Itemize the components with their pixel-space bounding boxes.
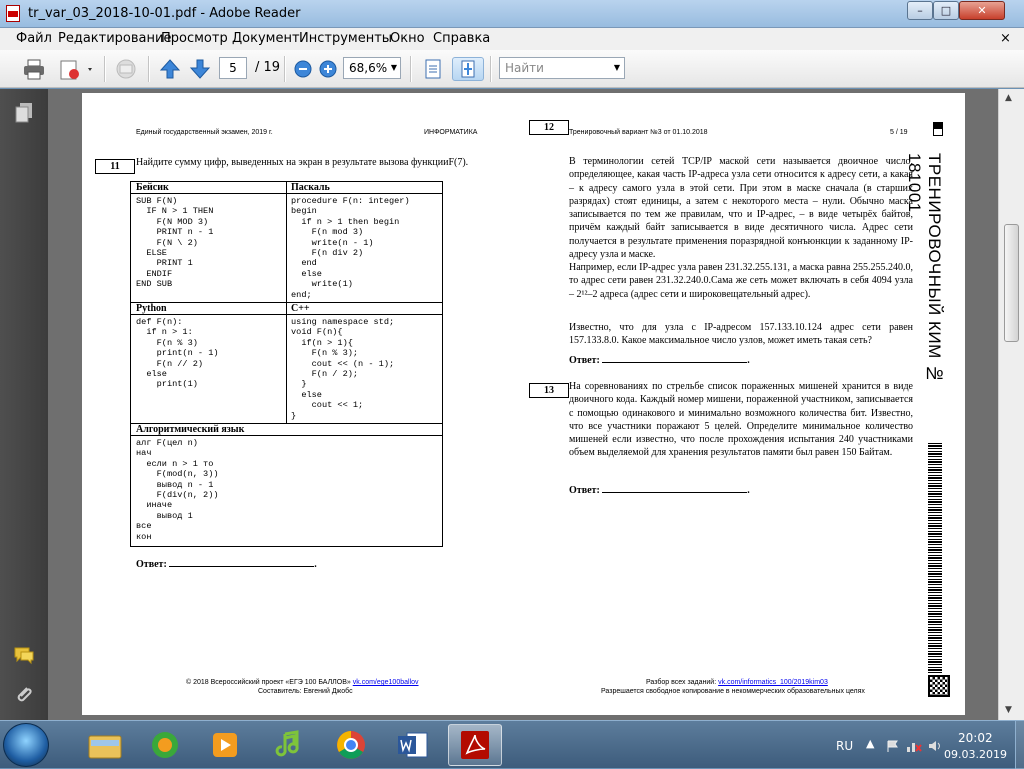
footer-left-line1 — [186, 679, 419, 686]
question-12-paragraph-3: Известно, что для узла с IP-адресом 157.133.10.124 адрес сети равен 157.133.8.0. Какое максимальное число узлов, может иметь такая сеть? — [569, 322, 913, 347]
vertical-scrollbar[interactable] — [998, 89, 1024, 720]
previous-page-button[interactable] — [156, 57, 184, 81]
footer-copyright: © 2018 Всероссийский проект «ЕГЭ 100 БАЛЛОВ» — [186, 679, 351, 686]
answer-line — [169, 566, 314, 567]
menu-file[interactable]: Файл — [16, 31, 52, 46]
left-header-subject: ИНФОРМАТИКА — [424, 129, 478, 136]
question-12-paragraph-2: Например, если IP-адрес узла равен 231.32.255.131, а маска равна 255.255.240.0, то адрес сети равен 231.32.240.0.Сама же сеть может включать в себя 4094 узла – 2¹²–2 адреса (адрес сети и широковещательный адрес). — [569, 262, 913, 300]
footer-analysis-label: Разбор всех заданий: — [646, 679, 717, 686]
taskbar-explorer[interactable] — [78, 724, 132, 766]
footer-author: Составитель: Евгений Джобс — [258, 688, 353, 695]
music-note-icon — [271, 730, 307, 760]
chrome-icon — [333, 729, 369, 761]
answer-label: Ответ: — [136, 559, 167, 570]
menu-view[interactable]: Просмотр — [161, 31, 228, 46]
folder-icon — [87, 730, 123, 760]
media-player-icon — [207, 730, 243, 760]
question-12-paragraph-1: В терминологии сетей TCP/IP маской сети называется двоичное число, определяющее, какая часть IP-адреса узла сети относится к адресу сети, а какая – к адресу самого узла в этой сети. При этом в маске сначала (в старших разрядах) стоят единицы, а затем с некоторого места – нули. Обычно маска записывается по тем же правилам, что и IP-адрес, – в виде четырёх байтов, причём каждый байт записывается в виде десятичного числа. Адрес сети получается в результате применения поразрядной конъюнкции к заданному IP-адресу узла и маске. — [569, 156, 913, 261]
flag-icon[interactable] — [886, 739, 900, 753]
qr-code — [928, 675, 950, 697]
collaborate-icon — [114, 58, 138, 80]
arrow-up-icon — [159, 58, 181, 80]
arrow-down-icon — [189, 58, 211, 80]
basic-code: SUB F(N) IF N > 1 THEN F(N MOD 3) PRINT n - 1 F(N \ 2) ELSE PRINT 1 ENDIF END SUB — [136, 196, 214, 290]
menu-document[interactable]: Документ — [232, 31, 300, 46]
right-header: Тренировочный вариант №3 от 01.10.2018 — [569, 129, 708, 136]
menu-tools[interactable]: Инструменты — [299, 31, 393, 46]
taskbar-word[interactable] — [386, 724, 440, 766]
tray-expand-icon[interactable]: ▲ — [866, 737, 875, 750]
question-13-number: 13 — [529, 383, 569, 398]
comment-bubble-icon — [13, 645, 35, 665]
answer-label: Ответ: — [569, 485, 600, 496]
comments-panel-button[interactable] — [12, 643, 36, 667]
adobe-reader-icon — [457, 729, 493, 761]
footer-right-line1 — [646, 679, 828, 686]
question-13-answer: Ответ: . — [569, 485, 750, 496]
cpp-code: using namespace std; void F(n){ if(n > 1){ F(n % 3); cout << (n - 1); F(n / 2); } else cout << 1; } — [291, 317, 395, 421]
question-12-answer: Ответ: . — [569, 355, 750, 366]
printer-icon — [22, 58, 46, 80]
python-code: def F(n): if n > 1: F(n % 3) print(n - 1) F(n // 2) else print(1) — [136, 317, 219, 390]
close-window-button[interactable]: ✕ — [959, 1, 1005, 20]
chevron-down-icon[interactable]: ▼ — [613, 63, 620, 72]
attachments-panel-button[interactable] — [12, 683, 36, 707]
question-11-answer: Ответ: . — [136, 559, 317, 570]
clock-date[interactable]: 09.03.2019 — [944, 748, 1007, 761]
zoom-select[interactable] — [343, 57, 401, 79]
taskbar-chrome[interactable] — [324, 724, 378, 766]
find-input[interactable] — [499, 57, 625, 79]
question-13-text: На соревнованиях по стрельбе список пораженных мишеней хранится в виде двоичного кода. Каждый номер мишени, пораженной участником, записывается с помощью одинакового и минимально возможного количества бит. Известно, что все участники поражают 5 целей. Определите минимальное количество мишеней если известно, что после прохождения испытания 240 участниками объем выделяемой для хранения результатов памяти был равен 150 Байтам. — [569, 381, 913, 459]
scrollbar-thumb[interactable] — [1004, 224, 1019, 342]
network-icon[interactable] — [906, 739, 922, 753]
word-icon — [395, 730, 431, 760]
pascal-header: Паскаль — [291, 182, 330, 193]
footer-copy-permission: Разрешается свободное копирование в некоммерческих образовательных целях — [601, 688, 865, 695]
zoom-in-button[interactable] — [317, 57, 339, 81]
show-desktop-button[interactable] — [1015, 721, 1024, 769]
scroll-mode-button[interactable] — [419, 57, 447, 81]
page-total: / 19 — [255, 60, 281, 75]
navigation-panel — [0, 89, 48, 720]
footer-left-link[interactable]: vk.com/ege100ballov — [352, 679, 419, 686]
code-table — [130, 181, 443, 547]
pdf-page — [82, 93, 965, 715]
menu-window[interactable]: Окно — [390, 31, 425, 46]
share-button[interactable] — [56, 57, 96, 81]
pdf-share-icon — [58, 58, 94, 80]
find-placeholder: Найти — [505, 61, 544, 75]
volume-icon[interactable] — [928, 739, 944, 753]
zoom-out-button[interactable] — [292, 57, 314, 81]
answer-label: Ответ: — [569, 355, 600, 366]
toolbar — [0, 50, 1024, 88]
fit-page-button[interactable] — [452, 57, 484, 81]
taskbar-music-app[interactable] — [262, 724, 316, 766]
language-indicator[interactable]: RU — [836, 739, 854, 753]
barcode — [928, 443, 942, 685]
answer-line — [602, 362, 747, 363]
pages-icon — [14, 102, 34, 124]
paperclip-icon — [14, 684, 34, 706]
menu-bar — [0, 28, 1024, 50]
question-11-text: Найдите сумму цифр, выведенных на экран в результате вызова функцииF(7). — [136, 157, 469, 168]
scrolling-pages-icon — [422, 58, 444, 80]
zoom-out-icon — [294, 60, 312, 78]
page-number-input[interactable]: 5 — [219, 57, 247, 79]
scroll-down-arrow[interactable]: ▼ — [1005, 705, 1012, 715]
next-page-button[interactable] — [186, 57, 214, 81]
vertical-title: ТРЕНИРОВОЧНЫЙ КИМ № 181001 — [905, 153, 944, 384]
chevron-down-icon: ▼ — [390, 63, 397, 72]
scroll-up-arrow[interactable]: ▲ — [1005, 93, 1012, 103]
menu-edit[interactable]: Редактирование — [58, 31, 172, 46]
answer-line — [602, 492, 747, 493]
corner-marker — [933, 122, 943, 136]
right-header-page: 5 / 19 — [890, 129, 908, 136]
python-header: Python — [136, 303, 167, 314]
question-11-number: 11 — [95, 159, 135, 174]
page-number-box: 12 — [529, 120, 569, 135]
taskbar-media-center[interactable] — [138, 724, 192, 766]
menu-help[interactable]: Справка — [433, 31, 491, 46]
taskbar — [0, 720, 1024, 768]
taskbar-media-player[interactable] — [198, 724, 252, 766]
adobe-reader-icon — [6, 5, 20, 22]
close-document-icon[interactable]: × — [1000, 31, 1011, 46]
zoom-value: 68,6% — [349, 61, 388, 75]
basic-header: Бейсик — [136, 182, 169, 193]
cpp-header: C++ — [291, 303, 310, 314]
zoom-in-icon — [319, 60, 337, 78]
taskbar-adobe-reader[interactable] — [448, 724, 502, 766]
algo-header: Алгоритмический язык — [136, 424, 245, 435]
maximize-button[interactable]: □ — [933, 1, 959, 20]
window-title: tr_var_03_2018-10-01.pdf - Adobe Reader — [28, 6, 301, 21]
media-center-icon — [147, 730, 183, 760]
minimize-button[interactable]: – — [907, 1, 933, 20]
title-bar — [0, 0, 1024, 28]
clock-time[interactable]: 20:02 — [958, 731, 993, 745]
left-header: Единый государственный экзамен, 2019 г. — [136, 129, 273, 136]
algo-code: алг F(цел n) нач если n > 1 то F(mod(n, 3)) вывод n - 1 F(div(n, 2)) иначе вывод 1 все кон — [136, 438, 219, 542]
footer-right-link[interactable]: vk.com/informatics_100/2019kim03 — [718, 679, 828, 686]
fit-page-icon — [457, 58, 479, 80]
pages-panel-button[interactable] — [12, 101, 36, 125]
start-button[interactable] — [3, 723, 49, 767]
print-button[interactable] — [20, 57, 48, 81]
collaborate-button[interactable] — [112, 57, 140, 81]
pascal-code: procedure F(n: integer) begin if n > 1 then begin F(n mod 3) write(n - 1) F(n div 2) end else write(1) end; — [291, 196, 410, 300]
